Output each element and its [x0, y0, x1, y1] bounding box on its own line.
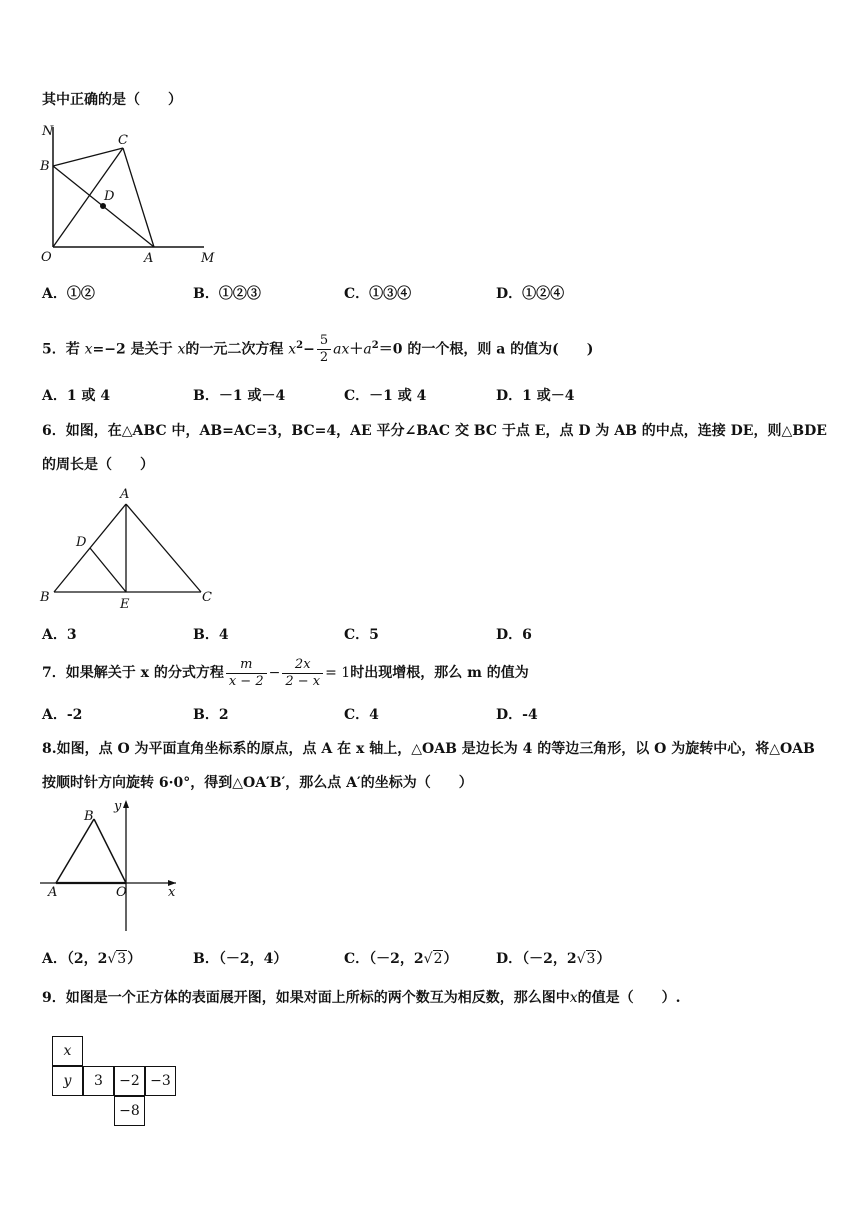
label-o: O: [41, 250, 52, 265]
net-cell-neg8: −8: [114, 1096, 145, 1126]
label-e: E: [120, 597, 130, 612]
q6-stem-line1: 6．如图，在△ABC 中，AB=AC=3，BC=4，AE 平分∠BAC 交 BC 于点 E，点 D 为 AB 的中点，连接 DE，则△BDE: [42, 423, 827, 439]
label-b: B: [40, 590, 50, 605]
q8-option-c[interactable]: C．（－2，2√2）: [344, 951, 458, 967]
q4-option-c[interactable]: C．①③④: [344, 286, 412, 302]
segment-ca: [123, 148, 154, 247]
sqrt-icon: √3: [107, 951, 127, 967]
q8-option-a[interactable]: A．（2，2√3）: [42, 951, 142, 967]
label-c: C: [202, 590, 212, 605]
q8-stem-line1: 8.如图，点 O 为平面直角坐标系的原点，点 A 在 x 轴上，△OAB 是边长为 4 的等边三角形，以 O 为旋转中心，将△OAB: [42, 741, 815, 757]
q6-stem-line2: 的周长是（ ）: [42, 457, 154, 473]
q7-option-d[interactable]: D．-4: [496, 707, 538, 723]
q5-option-b[interactable]: B．－1 或－4: [193, 388, 286, 404]
sqrt-icon: √2: [423, 951, 443, 967]
label-b: B: [40, 159, 50, 174]
label-a: A: [144, 251, 154, 266]
segment-ab: [56, 819, 94, 883]
q6-option-a[interactable]: A．3: [42, 627, 77, 643]
q5-stem: 5．若 x=−2 是关于 x的一元二次方程 $x^2-$ $\frac{5}{2}$ $ax+a^2=0$ 的一个根，则 a 的值为( ): [42, 333, 594, 366]
q5-option-a[interactable]: A．1 或 4: [42, 388, 111, 404]
q5-option-c[interactable]: C．－1 或 4: [344, 388, 427, 404]
q6-option-b[interactable]: B．4: [193, 627, 229, 643]
label-o: O: [116, 885, 127, 900]
q4-option-a[interactable]: A．①②: [42, 286, 95, 302]
segment-de: [90, 548, 126, 592]
label-c: C: [118, 133, 128, 148]
q8-figure: [36, 796, 186, 936]
label-n: N: [42, 124, 54, 139]
net-cell-y: y: [52, 1066, 83, 1096]
q8-option-b[interactable]: B．（－2，4）: [193, 951, 288, 967]
q9-stem: 9．如图是一个正方体的表面展开图，如果对面上所标的两个数互为相反数，那么图中x的值是（ ）.: [42, 990, 681, 1006]
q7-option-b[interactable]: B．2: [193, 707, 229, 723]
label-d: D: [76, 535, 87, 550]
label-d: D: [104, 189, 115, 204]
label-b: B: [84, 809, 94, 824]
label-a: A: [120, 487, 130, 502]
q6-option-c[interactable]: C．5: [344, 627, 379, 643]
segment-bo: [94, 819, 126, 883]
label-y: y: [114, 799, 122, 814]
q7-option-a[interactable]: A．-2: [42, 707, 83, 723]
q4-option-b[interactable]: B．①②③: [193, 286, 261, 302]
q4-figure: [36, 120, 226, 270]
segment-ac: [126, 504, 201, 592]
q6-figure: [36, 484, 226, 614]
q7-fraction-2: $\frac{2x}{2 - x}$: [282, 657, 323, 690]
q5-option-d[interactable]: D．1 或－4: [496, 388, 575, 404]
q7-option-c[interactable]: C．4: [344, 707, 379, 723]
label-x: x: [168, 885, 176, 900]
label-a: A: [48, 885, 58, 900]
label-m: M: [201, 251, 215, 266]
sqrt-icon: √3: [576, 951, 596, 967]
net-cell-x: x: [52, 1036, 83, 1066]
q4-option-d[interactable]: D．①②④: [496, 286, 565, 302]
y-axis-arrow: [123, 800, 129, 808]
net-cell-neg3: −3: [145, 1066, 176, 1096]
q8-stem-line2: 按顺时针方向旋转 6·0°，得到△OA′B′，那么点 A′的坐标为（ ）: [42, 775, 473, 791]
q6-option-d[interactable]: D．6: [496, 627, 532, 643]
q7-fraction-1: $\frac{m}{x - 2}$: [226, 657, 267, 690]
net-cell-3: 3: [83, 1066, 114, 1096]
q8-option-d[interactable]: D．（－2，2√3）: [496, 951, 611, 967]
q4-stem: 其中正确的是（ ）: [42, 92, 182, 108]
net-cell-neg2: −2: [114, 1066, 145, 1096]
q7-stem: 7．如果解关于 x 的分式方程 $\frac{m}{x - 2}$ − $\frac{2x}{2 - x}$ = 1时出现增根，那么 m 的值为: [42, 656, 529, 689]
q5-fraction: $\frac{5}{2}$: [317, 333, 331, 366]
